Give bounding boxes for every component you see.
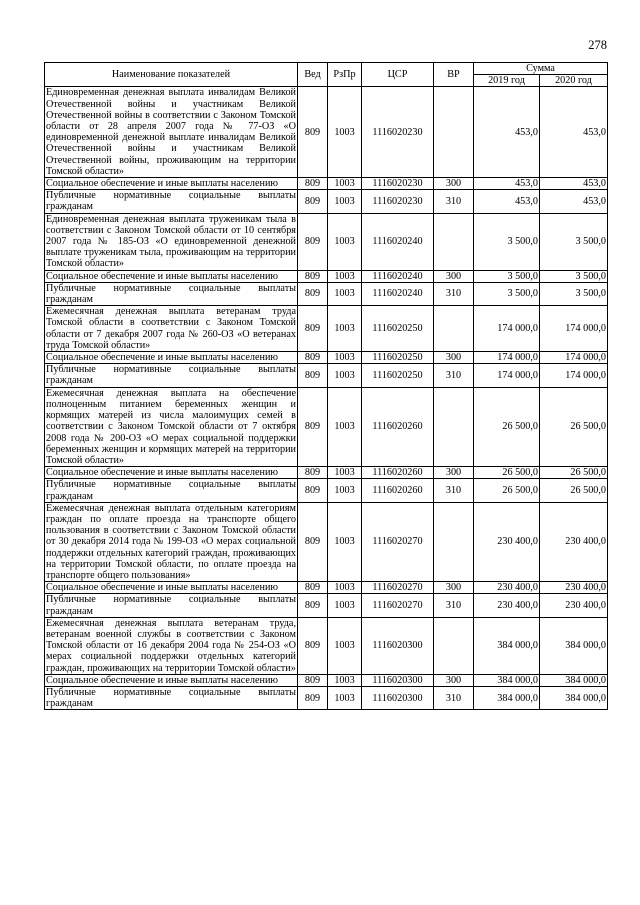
row-name: Социальное обеспечение и иные выплаты населению — [45, 178, 298, 190]
row-sum-2020: 3 500,0 — [540, 282, 608, 305]
header-ved: Вед — [298, 63, 328, 87]
row-rzpr: 1003 — [328, 178, 362, 190]
row-ved: 809 — [298, 364, 328, 387]
row-name: Социальное обеспечение и иные выплаты населению — [45, 352, 298, 364]
row-csr: 1116020270 — [362, 502, 434, 581]
row-vr — [434, 502, 474, 581]
row-rzpr: 1003 — [328, 87, 362, 178]
row-rzpr: 1003 — [328, 467, 362, 479]
row-vr — [434, 306, 474, 352]
row-rzpr: 1003 — [328, 674, 362, 686]
row-rzpr: 1003 — [328, 594, 362, 617]
row-sum-2020: 230 400,0 — [540, 594, 608, 617]
row-csr: 1116020260 — [362, 467, 434, 479]
row-csr: 1116020300 — [362, 617, 434, 674]
row-ved: 809 — [298, 282, 328, 305]
row-ved: 809 — [298, 270, 328, 282]
row-rzpr: 1003 — [328, 479, 362, 502]
row-vr: 310 — [434, 364, 474, 387]
row-vr — [434, 87, 474, 178]
row-ved: 809 — [298, 213, 328, 270]
row-rzpr: 1003 — [328, 190, 362, 213]
row-vr: 300 — [434, 270, 474, 282]
row-sum-2019: 384 000,0 — [474, 674, 540, 686]
table-row — [45, 87, 608, 178]
row-csr: 1116020240 — [362, 213, 434, 270]
table-row — [45, 617, 608, 674]
row-ved: 809 — [298, 467, 328, 479]
row-vr: 300 — [434, 352, 474, 364]
row-rzpr: 1003 — [328, 364, 362, 387]
row-vr: 310 — [434, 686, 474, 709]
row-ved: 809 — [298, 178, 328, 190]
row-sum-2019: 3 500,0 — [474, 213, 540, 270]
row-sum-2020: 453,0 — [540, 178, 608, 190]
row-ved: 809 — [298, 502, 328, 581]
row-name: Публичные нормативные социальные выплаты гражданам — [46, 686, 296, 710]
row-rzpr: 1003 — [328, 686, 362, 709]
row-name: Ежемесячная денежная выплата ветеранам труда Томской области в соответствии с Законом Томской области от 7 декабря 2007 года № 260-ОЗ «О ветеранах труда Томской области» — [46, 306, 296, 351]
row-csr: 1116020250 — [362, 364, 434, 387]
row-csr: 1116020230 — [362, 190, 434, 213]
row-rzpr: 1003 — [328, 617, 362, 674]
row-ved: 809 — [298, 190, 328, 213]
row-rzpr: 1003 — [328, 282, 362, 305]
row-sum-2019: 453,0 — [474, 87, 540, 178]
row-rzpr: 1003 — [328, 306, 362, 352]
row-sum-2019: 230 400,0 — [474, 502, 540, 581]
row-ved: 809 — [298, 686, 328, 709]
table-row — [45, 686, 608, 709]
row-vr: 310 — [434, 190, 474, 213]
header-year-2020: 2020 год — [540, 75, 608, 87]
row-sum-2019: 174 000,0 — [474, 306, 540, 352]
row-sum-2019: 453,0 — [474, 190, 540, 213]
table-row — [45, 479, 608, 502]
header-csr: ЦСР — [362, 63, 434, 87]
row-sum-2019: 174 000,0 — [474, 364, 540, 387]
row-csr: 1116020230 — [362, 178, 434, 190]
row-vr: 300 — [434, 674, 474, 686]
row-csr: 1116020260 — [362, 387, 434, 466]
row-csr: 1116020270 — [362, 582, 434, 594]
row-sum-2020: 230 400,0 — [540, 502, 608, 581]
header-vr: ВР — [434, 63, 474, 87]
header-year-2019: 2019 год — [474, 75, 540, 87]
row-sum-2020: 26 500,0 — [540, 479, 608, 502]
row-ved: 809 — [298, 617, 328, 674]
row-name: Социальное обеспечение и иные выплаты населению — [45, 674, 298, 686]
row-ved: 809 — [298, 594, 328, 617]
row-sum-2019: 453,0 — [474, 178, 540, 190]
table-row — [45, 190, 608, 213]
row-vr — [434, 387, 474, 466]
row-name: Единовременная денежная выплата труженикам тыла в соответствии с Законом Томской области от 10 сентября 2007 года № 185-ОЗ «О единовременной денежной выплате труженикам тыла, проживающим на территории Томской области» — [46, 213, 296, 270]
row-sum-2019: 384 000,0 — [474, 617, 540, 674]
row-name: Ежемесячная денежная выплата отдельным категориям граждан по оплате проезда на транспорте общего пользования в соответствии с Законом Томской области от 30 декабря 2014 года № 199-ОЗ «О мерах социальной поддержки отдельных категорий граждан, проживающих на территории Томской области, по оплате проезда на транспорте общего пользования» — [46, 502, 296, 581]
row-rzpr: 1003 — [328, 582, 362, 594]
row-ved: 809 — [298, 479, 328, 502]
header-sum: Сумма — [474, 63, 608, 75]
row-ved: 809 — [298, 87, 328, 178]
row-sum-2020: 174 000,0 — [540, 352, 608, 364]
table-row — [45, 178, 608, 190]
table-row — [45, 502, 608, 581]
row-ved: 809 — [298, 306, 328, 352]
row-csr: 1116020240 — [362, 270, 434, 282]
row-csr: 1116020260 — [362, 479, 434, 502]
table-row — [45, 270, 608, 282]
row-csr: 1116020230 — [362, 87, 434, 178]
row-sum-2019: 3 500,0 — [474, 270, 540, 282]
row-csr: 1116020270 — [362, 594, 434, 617]
row-sum-2020: 453,0 — [540, 87, 608, 178]
row-rzpr: 1003 — [328, 387, 362, 466]
row-vr: 300 — [434, 178, 474, 190]
row-sum-2020: 174 000,0 — [540, 364, 608, 387]
table-row — [45, 352, 608, 364]
table-row — [45, 582, 608, 594]
row-sum-2019: 26 500,0 — [474, 479, 540, 502]
table-row — [45, 467, 608, 479]
row-name: Публичные нормативные социальные выплаты гражданам — [46, 190, 296, 213]
row-sum-2019: 230 400,0 — [474, 594, 540, 617]
row-csr: 1116020300 — [362, 686, 434, 709]
row-sum-2019: 174 000,0 — [474, 352, 540, 364]
row-ved: 809 — [298, 674, 328, 686]
table-row — [45, 282, 608, 305]
row-sum-2020: 3 500,0 — [540, 270, 608, 282]
row-name: Социальное обеспечение и иные выплаты населению — [45, 582, 298, 594]
row-name: Социальное обеспечение и иные выплаты населению — [45, 467, 298, 479]
row-sum-2020: 384 000,0 — [540, 674, 608, 686]
page-number: 278 — [588, 38, 607, 52]
row-csr: 1116020300 — [362, 674, 434, 686]
row-rzpr: 1003 — [328, 270, 362, 282]
row-vr: 310 — [434, 479, 474, 502]
row-sum-2020: 384 000,0 — [540, 617, 608, 674]
table-body — [45, 87, 608, 710]
row-vr: 310 — [434, 282, 474, 305]
row-sum-2020: 26 500,0 — [540, 387, 608, 466]
row-sum-2020: 453,0 — [540, 190, 608, 213]
row-rzpr: 1003 — [328, 213, 362, 270]
row-name: Публичные нормативные социальные выплаты гражданам — [46, 364, 296, 387]
budget-table — [44, 62, 608, 710]
row-sum-2020: 174 000,0 — [540, 306, 608, 352]
row-name: Ежемесячная денежная выплата ветеранам труда, ветеранам военной службы в соответствии с Законом Томской области от 16 декабря 2004 года № 254-ОЗ «О мерах социальной поддержки отдельных категорий граждан, проживающих на территории Томской области» — [46, 617, 296, 674]
row-ved: 809 — [298, 582, 328, 594]
row-sum-2020: 384 000,0 — [540, 686, 608, 709]
row-ved: 809 — [298, 387, 328, 466]
table-row — [45, 364, 608, 387]
row-sum-2020: 230 400,0 — [540, 582, 608, 594]
row-sum-2019: 384 000,0 — [474, 686, 540, 709]
row-name: Публичные нормативные социальные выплаты гражданам — [46, 479, 296, 502]
row-ved: 809 — [298, 352, 328, 364]
row-sum-2020: 26 500,0 — [540, 467, 608, 479]
header-name: Наименование показателей — [45, 63, 298, 87]
row-name: Единовременная денежная выплата инвалидам Великой Отечественной войны и участникам Великой Отечественной войны в соответствии с Законом Томской области от 28 апреля 2007 года № 77-ОЗ «О единовременной денежной выплате инвалидам Великой Отечественной войны и участникам Великой Отечественной войны, проживающим на территории Томской области» — [46, 87, 296, 177]
row-sum-2019: 230 400,0 — [474, 582, 540, 594]
row-vr: 300 — [434, 582, 474, 594]
header-rzpr: РзПр — [328, 63, 362, 87]
table-row — [45, 594, 608, 617]
row-name: Публичные нормативные социальные выплаты гражданам — [46, 282, 296, 306]
row-vr — [434, 213, 474, 270]
row-vr: 300 — [434, 467, 474, 479]
table-row — [45, 213, 608, 270]
table-row — [45, 387, 608, 466]
row-csr: 1116020250 — [362, 352, 434, 364]
row-vr: 310 — [434, 594, 474, 617]
row-sum-2019: 3 500,0 — [474, 282, 540, 305]
row-csr: 1116020240 — [362, 282, 434, 305]
row-csr: 1116020250 — [362, 306, 434, 352]
row-sum-2020: 3 500,0 — [540, 213, 608, 270]
row-rzpr: 1003 — [328, 352, 362, 364]
table-row — [45, 306, 608, 352]
row-name: Ежемесячная денежная выплата на обеспечение полноценным питанием беременных женщин и кормящих матерей из числа малоимущих семей в соответствии с Законом Томской области от 7 октября 2008 года № 200-ОЗ «О мерах социальной поддержки беременных женщин и кормящих матерей на территории Томской области» — [46, 387, 296, 466]
row-rzpr: 1003 — [328, 502, 362, 581]
row-name: Социальное обеспечение и иные выплаты населению — [45, 270, 298, 282]
row-vr — [434, 617, 474, 674]
table-row — [45, 674, 608, 686]
row-sum-2019: 26 500,0 — [474, 467, 540, 479]
row-sum-2019: 26 500,0 — [474, 387, 540, 466]
row-name: Публичные нормативные социальные выплаты гражданам — [46, 594, 296, 617]
